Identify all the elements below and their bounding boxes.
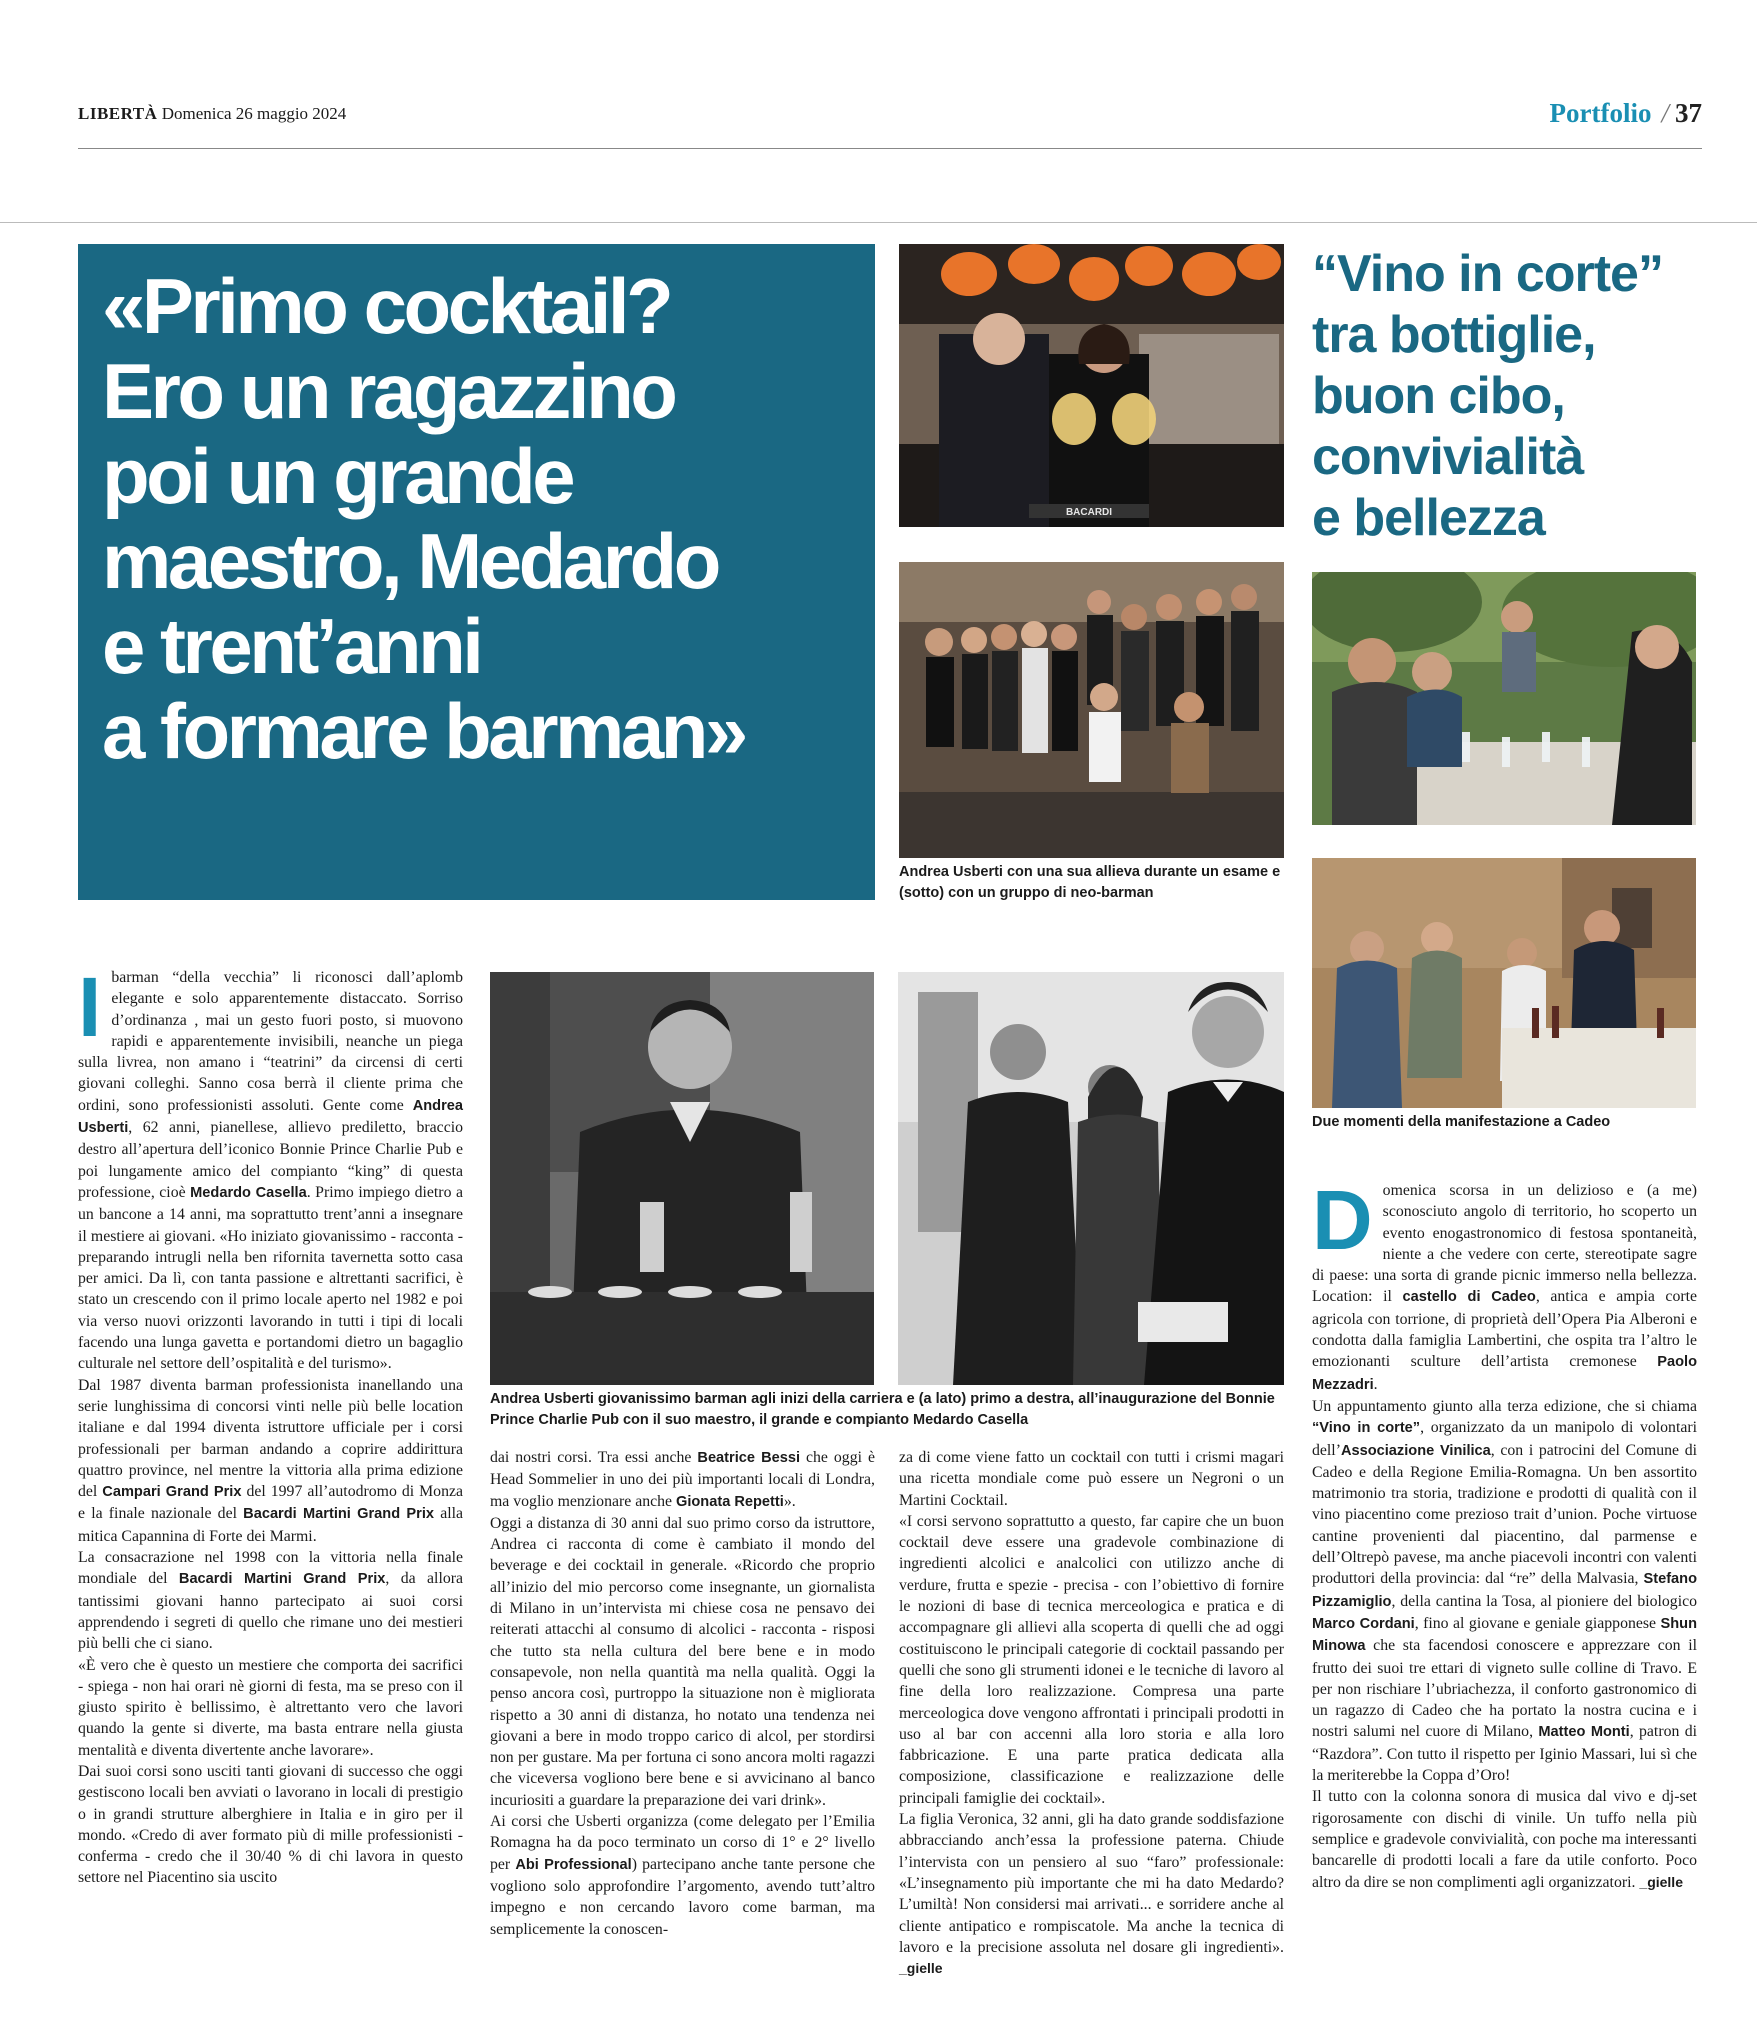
- page-number: 37: [1675, 98, 1702, 128]
- header-rule: [78, 148, 1702, 149]
- photo-young-barman: [490, 972, 874, 1385]
- photo-neo-barman-group: [899, 562, 1284, 858]
- section-header: Portfolio / 37: [1549, 98, 1702, 128]
- caption-top-photos: Andrea Usberti con una sua allieva durante un esame e (sotto) con un gruppo di neo-barman: [899, 864, 1281, 901]
- photo-cadeo-tasting: [1312, 572, 1696, 825]
- side-headline-line: buon cibo,: [1312, 367, 1565, 425]
- headline-line: a formare barman»: [102, 687, 745, 775]
- caption-cadeo: Due momenti della manifestazione a Cadeo: [1312, 1114, 1611, 1130]
- side-article-signature: _gielle: [1639, 1873, 1683, 1890]
- side-headline-line: convivialità: [1312, 428, 1584, 486]
- headline-line: maestro, Medardo: [102, 517, 718, 605]
- side-article-column: Domenica scorsa in un delizioso e (a me) sconosciuto angolo di territorio, ho scoperto un evento enogastronomico di festosa spontaneità, niente a che vedere con certe, stereotipate sagre di paese: una sorta di grande picnic immerso nella bellezza. Location: il castello di Cadeo, antica e ampia corte agricola con torrione, di proprietà dell’Opera Pia Alberoni e condotta dalla famiglia Lambertini, che ospita tra l’altro le emozionanti sculture dell’artista cremonese Paolo Mezzadri. Un appuntamento giunto alla terza edizione, che si chiama “Vino in corte”, organizzato da un manipolo di volontari dell’Associazione Vinilica, con i patrocini del Comune di Cadeo e della Regione Emilia-Romagna. Un ben assortito matrimonio tra storia, tradizione e prodotti di qualità con il vino piacentino come prezioso trait d’union. Poche virtuose cantine provenienti dal piacentino, dal parmense e dell’Oltrepò pavese, ma anche piacevoli incontri con valenti produttori della provincia: dal “re” della Malvasia, Stefano Pizzamiglio, della cantina la Tosa, al pioniere del biologico Marco Cordani, fino al giovane e geniale giapponese Shun Minowa che sta facendosi conoscere e apprezzare con il frutto dei suoi tre ettari di vigneto sulle colline di Travo. E per non rischiare l’ubriachezza, il conforto gastronomico di un ragazzo di Cadeo che ha portato la nostra cucina e i nostri salumi nel cuore di Milano, Matteo Monti, patron di “Razdora”. Con tutto il rispetto per Iginio Massari, lui sì che la meriterebbe la Coppa d’Oro! Il tutto con la colonna sonora di musica dal vivo e dj-set rigorosamente con dischi di vinile. Un tuffo nella più semplice e gradevole convivialità, con poche ma interessanti bancarelle di prodotti locali a fare da utile conforto. Poco altro da dire se non complimenti agli organizzatori. _gielle: [1312, 1173, 1698, 1891]
- photo-pub-inauguration: [898, 972, 1284, 1385]
- headline-line: e trent’anni: [102, 602, 481, 690]
- side-headline-line: e bellezza: [1312, 489, 1545, 547]
- section-rule: [0, 222, 1757, 223]
- photo-cadeo-courtyard: [1312, 858, 1696, 1108]
- side-headline: [1312, 244, 1712, 549]
- side-headline-line: tra bottiglie,: [1312, 306, 1596, 364]
- issue-date: Domenica 26 maggio 2024: [161, 104, 347, 123]
- masthead: [78, 104, 346, 124]
- bacardi-sign: BACARDI: [1065, 507, 1113, 518]
- main-headline: [102, 264, 865, 774]
- article-column-3: za di come viene fatto un cocktail con tutti i crismi magari una ricetta mondiale come può essere un Negroni o un Martini Cocktail. «I corsi servono soprattutto a questo, far capire che un buon cocktail deve essere una gradevole combinazione di ingredienti alcolici e analcolici con utilizzo anche di verdure, frutta e spezie - precisa - con l’obiettivo di fornire le nozioni di base di tecnica merceologica e pratica e di accompagnare gli allievi alla scoperta di quelli che ad oggi costituiscono le principali categorie di cocktail passando per quelli che sono gli strumenti idonei e le tecniche di lavoro al fine della loro realizzazione. Compresa una parte merceologica dove vengono affrontati i principali prodotti in uso al bar con accenni alla loro storia e alla loro fabbricazione. E una parte pratica dedicata alla composizione, classificazione e realizzazione delle principali famiglie dei cocktail». La figlia Veronica, 32 anni, gli ha dato grande soddisfazione abbracciando anch’essa la professione paterna. Chiude l’intervista con un pensiero al suo “faro” professionale: «L’insegnamento più importante che mi ha dato Medardo? L’umiltà! Non considersi mai arrivati... e sorridere anche al cliente antipatico e rompiscatole. Ma anche la tecnica di lavoro e la precisione assoluta nel dosare gli ingredienti». _gielle: [899, 1449, 1284, 1977]
- photo-usberti-student: [899, 244, 1284, 527]
- headline-line: «Primo cocktail?: [102, 262, 671, 350]
- dropcap-i: I: [78, 960, 102, 1054]
- article-column-1: Ibarman “della vecchia” li riconosci dall’aplomb elegante e solo apparentemente distaccato. Sorriso d’ordinanza , mai un gesto fuori posto, si muovono rapidi e apparentemente invisibili, neanche un piega sulla livrea, non amano i “teatrini” da circensi di certi giovani colleghi. Sanno cosa berrà il cliente prima che ordini, sono professionisti assoluti. Gente come Andrea Usberti, 62 anni, pianellese, allievo prediletto, braccio destro all’apertura dell’iconico Bonnie Prince Charlie Pub e poi lungamente amico del compianto “king” di questa professione, cioè Medardo Casella. Primo impiego dietro a un bancone a 14 anni, ma soprattutto trent’anni a insegnare il mestiere ai giovani. «Ho iniziato giovanissimo - racconta - preparando intrugli nella ben rifornita tavernetta sotto casa per amici. Da lì, con tanta passione e altrettanti sacrifici, è stato un crescendo con il primo locale aperto nel 1982 e poi via verso nuovi orizzonti lavorando in tutti i tipi di locali facendo una lunga gavetta e portandomi dietro un bagaglio culturale nel settore dell’ospitalità e del turismo». Dal 1987 diventa barman professionista inanellando una serie lunghissima di concorsi vinti nelle più belle location italiane e dal 1994 diventa istruttore ufficiale per i corsi professionali per barman andando a coprire addirittura quattro province, nel mentre la vittoria alla prima edizione del Campari Grand Prix del 1997 all’autodromo di Monza e la finale nazionale del Bacardi Martini Grand Prix alla mitica Capannina di Forte dei Marmi. La consacrazione nel 1998 con la vittoria nella finale mondiale del Bacardi Martini Grand Prix, da allora tantissimi giovani hanno partecipato ai suoi corsi apprendendo i segreti di quello che rimane uno dei mestieri più belli che ci siano. «È vero che è questo un mestiere che comporta dei sacrifici - spiega - non hai orari nè giorni di festa, ma se preso con il giusto spirito è bellissimo, è altrettanto vero che lavori quando la gente si diverte, ma basta entrare nella giusta mentalità e diventa divertente anche lavorare». Dai suoi corsi sono usciti tanti giovani di successo che oggi gestiscono locali ben avviati o lavorano in locali di prestigio o in grandi strutture alberghiere in Italia e in giro per il mondo. «Credo di aver formato più di mille professionisti - conferma - credo che il 30/40 % di chi lavora in questo settore nel Piacentino sia uscito: [78, 960, 464, 1887]
- dropcap-d: D: [1312, 1173, 1373, 1267]
- newspaper-brand: LIBERTÀ: [78, 104, 158, 123]
- headline-line: Ero un ragazzino: [102, 347, 675, 435]
- caption-middle-photos: Andrea Usberti giovanissimo barman agli inizi della carriera e (a lato) primo a destra, all’inaugurazione del Bonnie Prince Charlie Pub con il suo maestro, il grande e compianto Medardo Casella: [490, 1391, 1275, 1428]
- article-column-2: dai nostri corsi. Tra essi anche Beatrice Bessi che oggi è Head Sommelier in uno dei più importanti locali di Londra, ma voglio menzionare anche Gionata Repetti». Oggi a distanza di 30 anni dal suo primo corso da istruttore, Andrea ci racconta di come è cambiato il mondo del beverage e dei cocktail in generale. «Ricordo che proprio all’inizio del mio percorso come insegnante, un giornalista di Milano in un’intervista mi chiese cosa ne pensavo dei reiterati attacchi al consumo di alcolici - racconta - risposi che tutto sta nella cultura del bere bene e in modo consapevole, non nella quantità ma nella qualità. Oggi la penso ancora così, purtroppo la situazione non è migliorata rispetto a 30 anni di distanza, ho notato una tendenza nei giovani a bere in modo troppo carico di alcol, per stordirsi non per gustare. Ma per fortuna ci sono ancora molti ragazzi che viceversa vogliono bere bene e si avvicinano al banco incuriositi a guardare la preparazione dei vari drink». Ai corsi che Usberti organizza (come delegato per l’Emilia Romagna ha da poco terminato un corso di 1° e 2° livello per Abi Professional) partecipano anche tante persone che vogliono solo approfondire l’argomento, avendo tutt’altro impegno e non cercando lavoro come barman, ma semplicemente la conoscen-: [490, 1449, 876, 1938]
- headline-line: poi un grande: [102, 432, 573, 520]
- headline-box: [78, 244, 875, 900]
- side-headline-line: “Vino in corte”: [1312, 245, 1663, 303]
- section-name: Portfolio: [1549, 98, 1652, 128]
- main-article-signature: _gielle: [899, 1960, 943, 1977]
